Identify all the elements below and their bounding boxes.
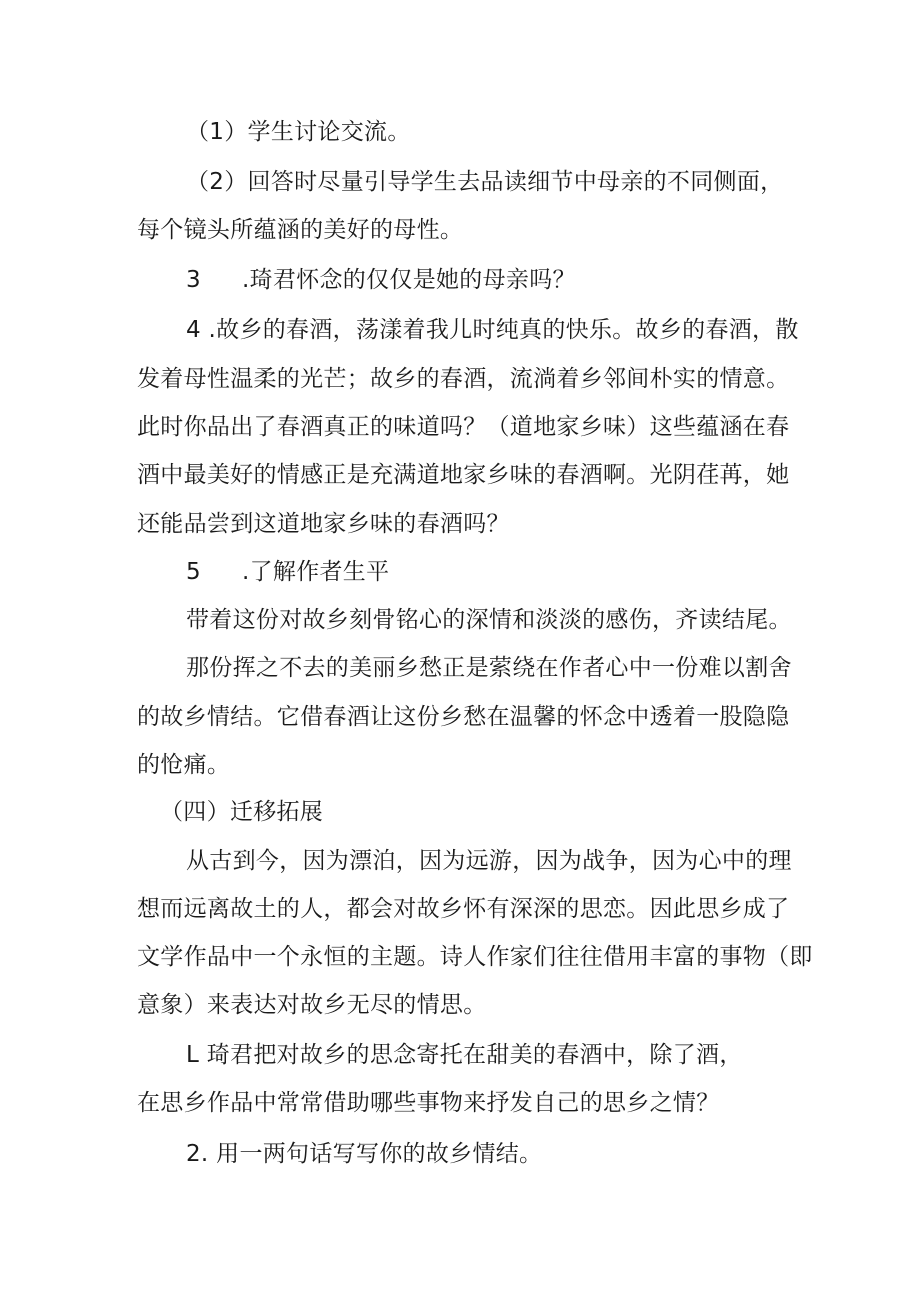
sub-item-2-line-2: 每个镜头所蕴涵的美好的母性。 [137,217,464,243]
para-theme-line-1: 从古到今，因为漂泊，因为远游，因为战争，因为心中的理 [186,848,792,874]
item-4-line-1: 4 .故乡的春酒，荡漾着我儿时纯真的快乐。故乡的春酒，散 [186,317,799,343]
para-theme-line-2: 想而远离故土的人，都会对故乡怀有深深的思恋。因此思乡成了 [137,896,790,922]
question-2: 2. 用一两句话写写你的故乡情结。 [186,1141,543,1167]
para-theme-line-4: 意象）来表达对故乡无尽的情思。 [137,992,487,1018]
item-4-line-3: 此时你品出了春酒真正的味道吗？（道地家乡味）这些蕴涵在春 [137,414,790,440]
para-nostalgia-line-2: 的故乡情结。它借春酒让这份乡愁在温馨的怀念中透着一股隐隐 [137,704,790,730]
item-5 [186,557,389,587]
item-5-number: 5 [186,559,201,585]
item-4-line-2: 发着母性温柔的光芒；故乡的春酒，流淌着乡邻间朴实的情意。 [137,366,790,392]
item-3 [186,265,576,295]
para-nostalgia-line-1: 那份挥之不去的美丽乡愁正是萦绕在作者心中一份难以割舍 [186,655,792,681]
item-4-line-4: 酒中最美好的情感正是充满道地家乡味的春酒啊。光阴荏苒，她 [137,462,790,488]
item-5-text: .了解作者生平 [242,559,390,585]
question-1-line-1: L 琦君把对故乡的思念寄托在甜美的春酒中，除了酒， [186,1042,743,1068]
para-read-aloud: 带着这份对故乡刻骨铭心的深情和淡淡的感伤，齐读结尾。 [186,607,792,633]
item-3-number: 3 [186,267,201,293]
sub-item-1: （1）学生讨论交流。 [186,119,411,145]
question-1-line-2: 在思乡作品中常常借助哪些事物来抒发自己的思乡之情？ [137,1090,720,1116]
sub-item-2-line-1: （2）回答时尽量引导学生去品读细节中母亲的不同侧面， [186,169,784,195]
item-3-text: .琦君怀念的仅仅是她的母亲吗？ [242,267,576,293]
para-nostalgia-line-3: 的怆痛。 [137,752,231,778]
para-theme-line-3: 文学作品中一个永恒的主题。诗人作家们往往借用丰富的事物（即 [137,944,813,970]
section-4-heading: （四）迁移拓展 [160,799,324,825]
item-4-line-5: 还能品尝到这道地家乡味的春酒吗？ [137,511,510,537]
